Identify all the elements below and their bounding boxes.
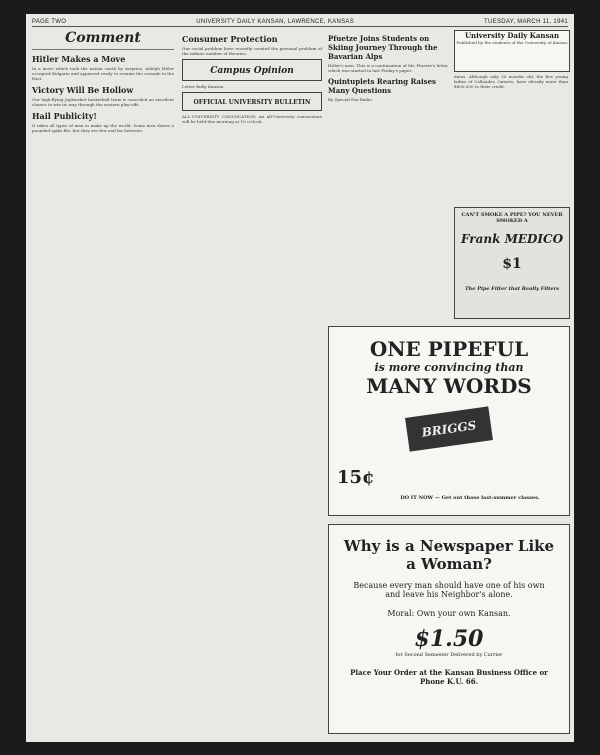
campus-opinion-box: [182, 59, 322, 81]
campus-opinion-title: Campus Opinion: [210, 66, 294, 76]
letter-heading: Letter Bully Kansan.: [182, 84, 225, 89]
column-comment: [32, 30, 174, 730]
kansan-masthead-box: [454, 30, 570, 72]
article-body: In a move which took the nation south by surprise, Adolph Hitler occupied Bulgaria and appeared ready to resume the crusade to the East.: [32, 66, 174, 81]
article-body: dates. Although only 30 months old, the five young ladies of Callander, Ontario, have already more than $600,000 to their credit.: [454, 74, 568, 89]
article-body: Hitler's men. This is a continuation of Mr. Pfuetze's letter which was started in last Friday's paper.: [328, 63, 448, 73]
news-ad-moral: Moral: Own your own Kansan.: [387, 609, 511, 618]
masthead-rule: [32, 26, 568, 27]
masthead: [32, 17, 568, 26]
tobacco-price: 15¢: [337, 467, 375, 488]
news-ad-headline: Why is a Newspaper Like a Woman?: [343, 537, 555, 573]
tobacco-tin: BRIGGS: [405, 406, 493, 451]
bulletin-body: ALL-UNIVERSITY CONVOCATION: An all-University convocation will be held this morning at 10 o'clock.: [182, 114, 322, 124]
article-headline: Quintuplets Rearing Raises Many Questions: [328, 77, 436, 95]
article-headline: Hitler Makes a Move: [32, 54, 126, 64]
article-headline: Consumer Protection: [182, 34, 278, 44]
onepipe-line3: MANY WORDS: [366, 374, 532, 398]
pipe-ad-slogan: The Pipe Filter that Really Filters: [464, 286, 560, 292]
pipe-ad-brand: Frank MEDICO: [460, 232, 564, 246]
medico-pipe-ad: [454, 207, 570, 319]
onepipe-line2: is more convincing than: [374, 361, 524, 374]
article-body: Our high-flying Jayhawker basketball team is conceded an excellent chance to win its way through the eastern play-offs.: [32, 97, 174, 107]
pipe-ad-tagline: CAN'T SMOKE A PIPE? YOU NEVER SMOKED A: [461, 212, 563, 224]
article-body: Our social problem have recently created the personal problem of the infinite number of theories.: [182, 46, 322, 56]
onepipe-footer: DO IT NOW — Get out those last-summer classes.: [400, 495, 540, 501]
subscription-price: $1.50: [414, 626, 484, 652]
kansan-subscription-ad: [328, 524, 570, 734]
article-body: It takes all types of men to make up the world. Some men desire a pounded spike file, but they are few and far between.: [32, 123, 174, 133]
news-ad-footer: Place Your Order at the Kansan Business Office or Phone K.U. 66.: [350, 668, 548, 686]
column-three: [328, 30, 448, 338]
onepipe-line1: ONE PIPEFUL: [369, 337, 529, 361]
kansan-subtitle: Published by the students of the University of Kansas: [456, 40, 568, 45]
divider: [32, 49, 174, 50]
article-headline: Hail Publicity!: [32, 111, 97, 121]
article-headline: Victory Will Be Hollow: [32, 85, 134, 95]
bulletin-title: OFFICIAL UNIVERSITY BULLETIN: [193, 99, 311, 106]
pipe-ad-price: $1: [502, 256, 522, 272]
article-dateline: By Special Fox Radio: [328, 97, 372, 102]
article-headline: Pfuetze Joins Students on Skiing Journey Through the Bavarian Alps: [328, 34, 438, 61]
comment-section-title: Comment: [65, 30, 141, 46]
paper-name: UNIVERSITY DAILY KANSAN, LAWRENCE, KANSAS: [196, 18, 355, 25]
page-number: PAGE TWO: [32, 18, 67, 25]
column-four: [454, 74, 568, 204]
issue-date: TUESDAY, MARCH 11, 1941: [484, 18, 568, 25]
subscription-price-note: for Second Semester Delivered by Carrier: [395, 652, 503, 658]
newspaper-page: [26, 14, 574, 742]
briggs-tobacco-ad: [328, 326, 570, 516]
kansan-title: University Daily Kansan: [464, 31, 560, 40]
news-ad-subhead: Because every man should have one of his own and leave his Neighbor's alone.: [353, 581, 545, 599]
bulletin-box: [182, 92, 322, 111]
column-two: [182, 30, 322, 730]
